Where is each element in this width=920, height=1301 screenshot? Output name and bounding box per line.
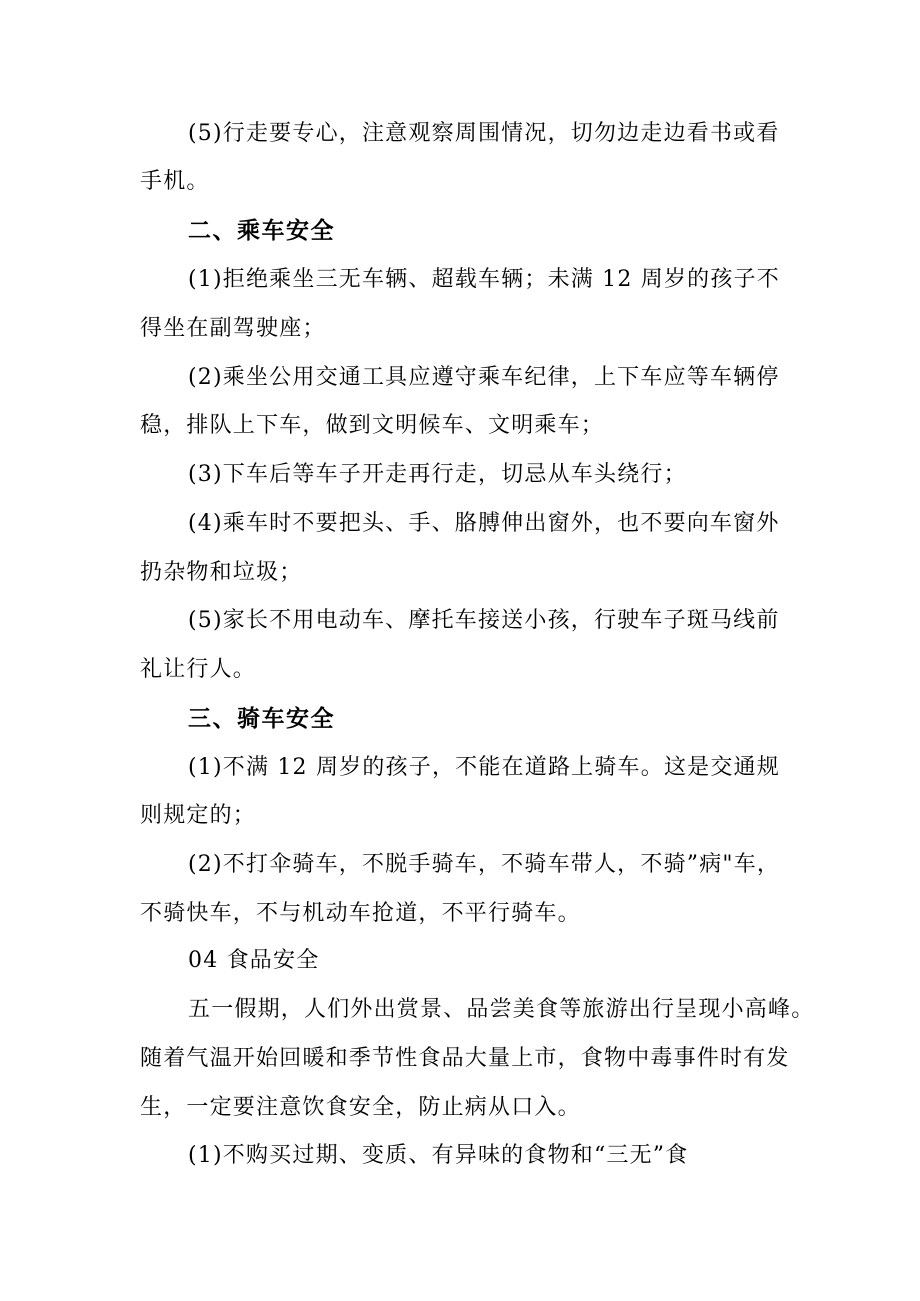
paragraph-line: (2)乘坐公用交通工具应遵守乘车纪律，上下车应等车辆停 (188, 365, 780, 390)
paragraph-line: (1)不购买过期、变质、有异味的食物和“三无”食 (188, 1143, 689, 1168)
paragraph-line: 手机。 (140, 169, 210, 194)
paragraph-line: 随着气温开始回暖和季节性食品大量上市，食物中毒事件时有发 (140, 1046, 790, 1071)
paragraph-line: 得坐在副驾驶座； (140, 316, 326, 341)
paragraph-line: (3)下车后等车子开走再行走，切忌从车头绕行； (188, 462, 687, 487)
paragraph-line: 扔杂物和垃圾； (140, 560, 303, 585)
paragraph-line: (1)拒绝乘坐三无车辆、超载车辆；未满 12 周岁的孩子不 (188, 267, 780, 292)
section-label: 04 食品安全 (188, 948, 320, 973)
paragraph-line: 礼让行人。 (140, 657, 257, 682)
paragraph-line: 不骑快车，不与机动车抢道，不平行骑车。 (140, 901, 581, 926)
section-heading: 三、骑车安全 (188, 706, 335, 732)
section-heading: 二、乘车安全 (188, 218, 335, 244)
paragraph-line: 五一假期，人们外出赏景、品尝美食等旅游出行呈现小高峰。 (188, 997, 815, 1022)
paragraph-line: 生，一定要注意饮食安全，防止病从口入。 (140, 1095, 581, 1120)
paragraph-line: 稳，排队上下车，做到文明候车、文明乘车； (140, 413, 605, 438)
paragraph-line: 则规定的； (140, 803, 257, 828)
paragraph-line: (4)乘车时不要把头、手、胳膊伸出窗外，也不要向车窗外 (188, 511, 780, 536)
paragraph-line: (1)不满 12 周岁的孩子，不能在道路上骑车。这是交通规 (188, 755, 780, 780)
paragraph-line: (2)不打伞骑车，不脱手骑车，不骑车带人，不骑”病"车， (188, 852, 781, 877)
paragraph-line: (5)家长不用电动车、摩托车接送小孩，行驶车子斑马线前 (188, 608, 780, 633)
paragraph-line: (5)行走要专心，注意观察周围情况，切勿边走边看书或看 (188, 121, 780, 146)
